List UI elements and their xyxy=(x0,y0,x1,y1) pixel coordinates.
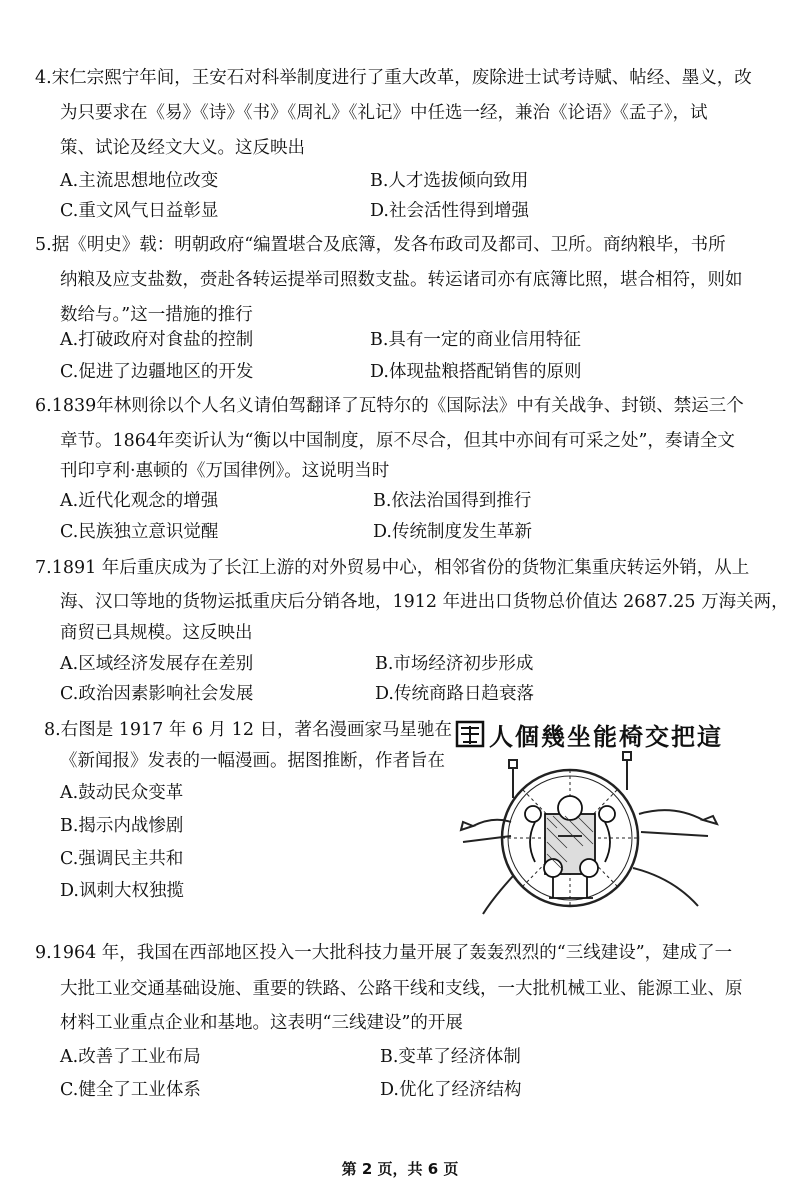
cartoon-illustration xyxy=(453,718,753,918)
question-8-stem-line-1: 8.右图是 1917 年 6 月 12 日，著名漫画家马星驰在 xyxy=(44,720,453,740)
question-5-option-d[interactable]: D.体现盐粮搭配销售的原则 xyxy=(370,362,582,382)
question-5-option-a[interactable]: A.打破政府对食盐的控制 xyxy=(60,330,254,350)
question-7-stem-line-2: 海、汉口等地的货物运抵重庆后分销各地，1912 年进出口货物总价值达 2687.25 万海关两， xyxy=(60,592,789,612)
question-5-option-c[interactable]: C.促进了边疆地区的开发 xyxy=(60,362,254,382)
question-8-option-d[interactable]: D.讽刺大权独揽 xyxy=(60,881,184,901)
question-9-stem-line-2: 大批工业交通基础设施、重要的铁路、公路干线和支线，一大批机械工业、能源工业、原 xyxy=(60,979,743,999)
question-4-stem-line-1: 4.宋仁宗熙宁年间，王安石对科举制度进行了重大改革，废除进士试考诗赋、帖经、墨义，改 xyxy=(35,68,752,88)
question-4-option-b[interactable]: B.人才选拔倾向致用 xyxy=(370,171,529,191)
question-7-option-a[interactable]: A.区域经济发展存在差别 xyxy=(60,654,254,674)
question-6-stem-line-3: 刊印亨利·惠顿的《万国律例》。这说明当时 xyxy=(60,461,390,481)
question-6-option-d[interactable]: D.传统制度发生革新 xyxy=(373,522,532,542)
question-6-option-b[interactable]: B.依法治国得到推行 xyxy=(373,491,532,511)
question-9-stem-line-3: 材料工业重点企业和基地。这表明“三线建设”的开展 xyxy=(60,1013,463,1033)
cartoon-caption xyxy=(457,722,723,751)
question-5-stem-line-2: 纳粮及应支盐数，赍赴各转运提举司照数支盐。转运诸司亦有底簿比照，堪合相符，则如 xyxy=(60,270,743,290)
question-4-option-d[interactable]: D.社会活性得到增强 xyxy=(370,201,529,221)
question-6-option-a[interactable]: A.近代化观念的增强 xyxy=(60,491,219,511)
question-8-option-b[interactable]: B.揭示内战惨剧 xyxy=(60,816,184,836)
question-9-option-a[interactable]: A.改善了工业布局 xyxy=(60,1047,201,1067)
question-7-option-c[interactable]: C.政治因素影响社会发展 xyxy=(60,684,254,704)
question-7-stem-line-1: 7.1891 年后重庆成为了长江上游的对外贸易中心，相邻省份的货物汇集重庆转运外销，从上 xyxy=(35,558,750,578)
page-footer: 第 2 页，共 6 页 xyxy=(341,1160,459,1178)
question-5-stem-line-3: 数给与。”这一措施的推行 xyxy=(60,305,253,325)
question-9-option-d[interactable]: D.优化了经济结构 xyxy=(380,1080,522,1100)
question-6-stem-line-2: 章节。1864年奕䜣认为“衡以中国制度，原不尽合，但其中亦间有可采之处”，奏请全文 xyxy=(60,431,735,451)
question-6-stem-line-1: 6.1839年林则徐以个人名义请伯驾翻译了瓦特尔的《国际法》中有关战争、封锁、禁运三个 xyxy=(35,396,744,416)
question-7-stem-line-3: 商贸已具规模。这反映出 xyxy=(60,623,253,643)
cartoon-drawing xyxy=(453,718,753,918)
question-9-option-c[interactable]: C.健全了工业体系 xyxy=(60,1080,201,1100)
question-4-stem-line-3: 策、试论及经文大义。这反映出 xyxy=(60,138,305,158)
svg-text:人個幾坐能椅交把這: 人個幾坐能椅交把這 xyxy=(489,722,723,751)
question-9-stem-line-1: 9.1964 年，我国在西部地区投入一大批科技力量开展了轰轰烈烈的“三线建设”，建成了一 xyxy=(35,943,733,963)
question-7-option-b[interactable]: B.市场经济初步形成 xyxy=(375,654,534,674)
question-5-option-b[interactable]: B.具有一定的商业信用特征 xyxy=(370,330,581,350)
question-8-stem-line-2: 《新闻报》发表的一幅漫画。据图推断，作者旨在 xyxy=(60,751,445,771)
question-5-stem-line-1: 5.据《明史》载：明朝政府“编置堪合及底簿，发各布政司及都司、卫所。商纳粮毕，书所 xyxy=(35,235,726,255)
question-9-option-b[interactable]: B.变革了经济体制 xyxy=(380,1047,521,1067)
question-4-option-a[interactable]: A.主流思想地位改变 xyxy=(60,171,219,191)
question-8-option-a[interactable]: A.鼓动民众变革 xyxy=(60,783,184,803)
question-6-option-c[interactable]: C.民族独立意识觉醒 xyxy=(60,522,219,542)
question-7-option-d[interactable]: D.传统商路日趋衰落 xyxy=(375,684,534,704)
question-4-option-c[interactable]: C.重文风气日益彰显 xyxy=(60,201,219,221)
question-4-stem-line-2: 为只要求在《易》《诗》《书》《周礼》《礼记》中任选一经，兼治《论语》《孟子》，试 xyxy=(60,103,708,123)
question-8-option-c[interactable]: C.强调民主共和 xyxy=(60,849,184,869)
